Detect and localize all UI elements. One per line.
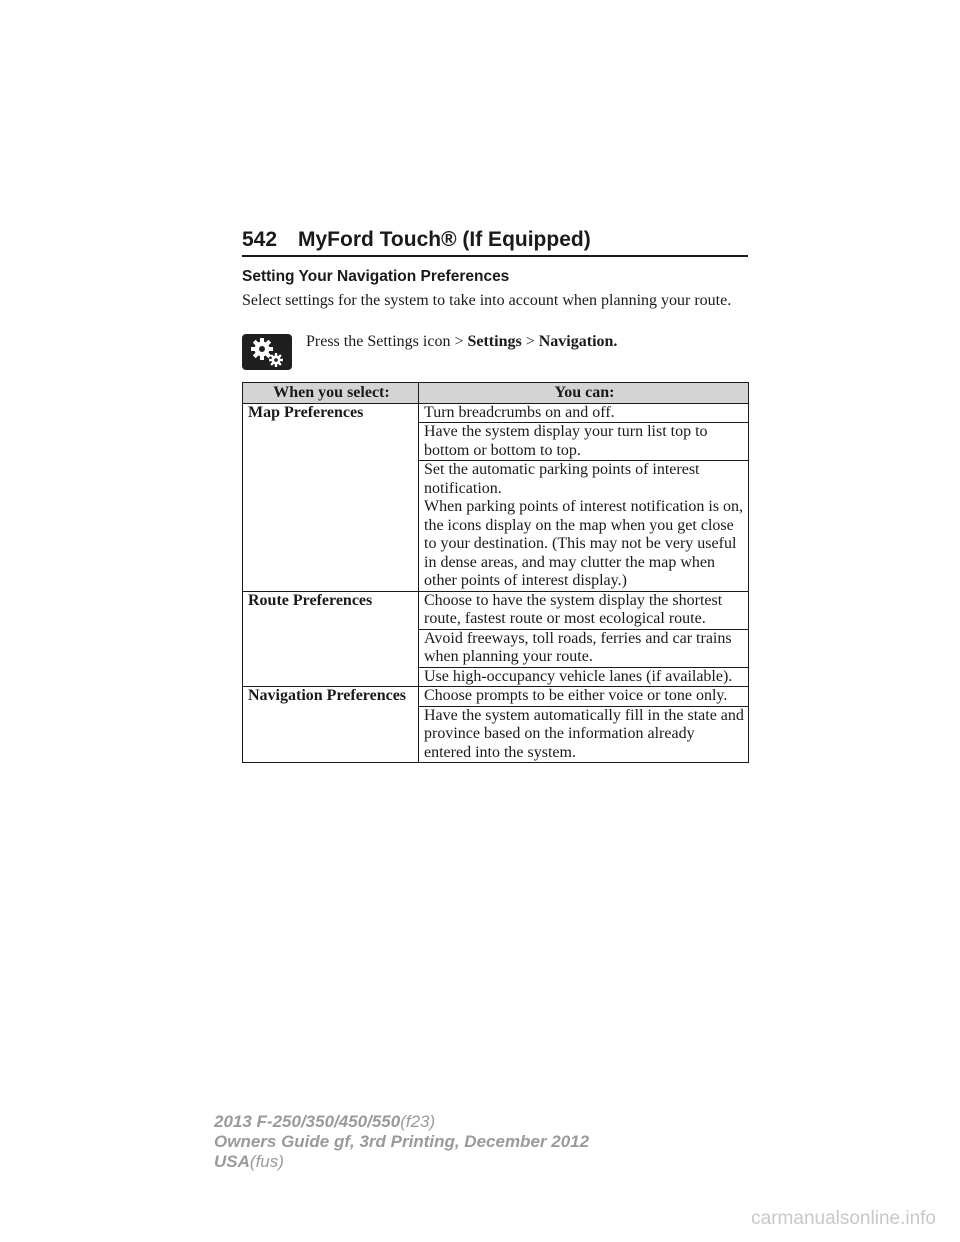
table-cell: Have the system automatically fill in the state and province based on the information already entered into the system. (419, 706, 749, 763)
footer-model: 2013 F-250/350/450/550 (214, 1112, 401, 1131)
intro-text: Select settings for the system to take into account when planning your route. (242, 292, 732, 309)
instruction-step-settings: Settings (467, 333, 522, 350)
instruction-prefix: Press the Settings icon > (306, 333, 464, 350)
column-header-select: When you select: (243, 383, 419, 404)
table-cell: Have the system display your turn list top to bottom or bottom to top. (419, 423, 749, 461)
table-row (243, 591, 749, 629)
section-title: Setting Your Navigation Preferences (242, 268, 510, 285)
document-footer (214, 1112, 589, 1172)
preferences-table (242, 382, 749, 763)
table-cell: Choose prompts to be either voice or tone only. (419, 687, 749, 707)
page-number: 542 (242, 228, 278, 251)
table-cell: Turn breadcrumbs on and off. (419, 403, 749, 423)
category-map-preferences: Map Preferences (243, 403, 419, 591)
table-header-row (243, 383, 749, 404)
table-row (243, 687, 749, 707)
footer-market: USA (214, 1152, 250, 1171)
footer-market-code: (fus) (249, 1152, 284, 1171)
table-row (243, 403, 749, 423)
column-header-can: You can: (419, 383, 749, 404)
category-navigation-preferences: Navigation Preferences (243, 687, 419, 763)
watermark: carmanualsonline.info (751, 1208, 936, 1229)
instruction-separator: > (525, 333, 535, 350)
footer-printing: Owners Guide gf, 3rd Printing, December 2012 (214, 1132, 590, 1151)
page-header (242, 228, 748, 257)
table-cell: Use high-occupancy vehicle lanes (if available). (419, 667, 749, 687)
table-cell: Avoid freeways, toll roads, ferries and car trains when planning your route. (419, 629, 749, 667)
category-route-preferences: Route Preferences (243, 591, 419, 687)
table-cell: Set the automatic parking points of interest notification. When parking points of interest notification is on, the icons display on the map when you get close to your destination. (This may not be very useful in dense areas, and may clutter the map when other points of interest display.) (419, 461, 749, 592)
instruction-step-navigation: Navigation. (538, 333, 618, 350)
gear-icon (242, 334, 292, 370)
chapter-title: MyFord Touch® (If Equipped) (298, 228, 591, 251)
table-cell: Choose to have the system display the shortest route, fastest route or most ecological route. (419, 591, 749, 629)
footer-model-code: (f23) (400, 1112, 436, 1131)
instruction-text (306, 333, 617, 351)
